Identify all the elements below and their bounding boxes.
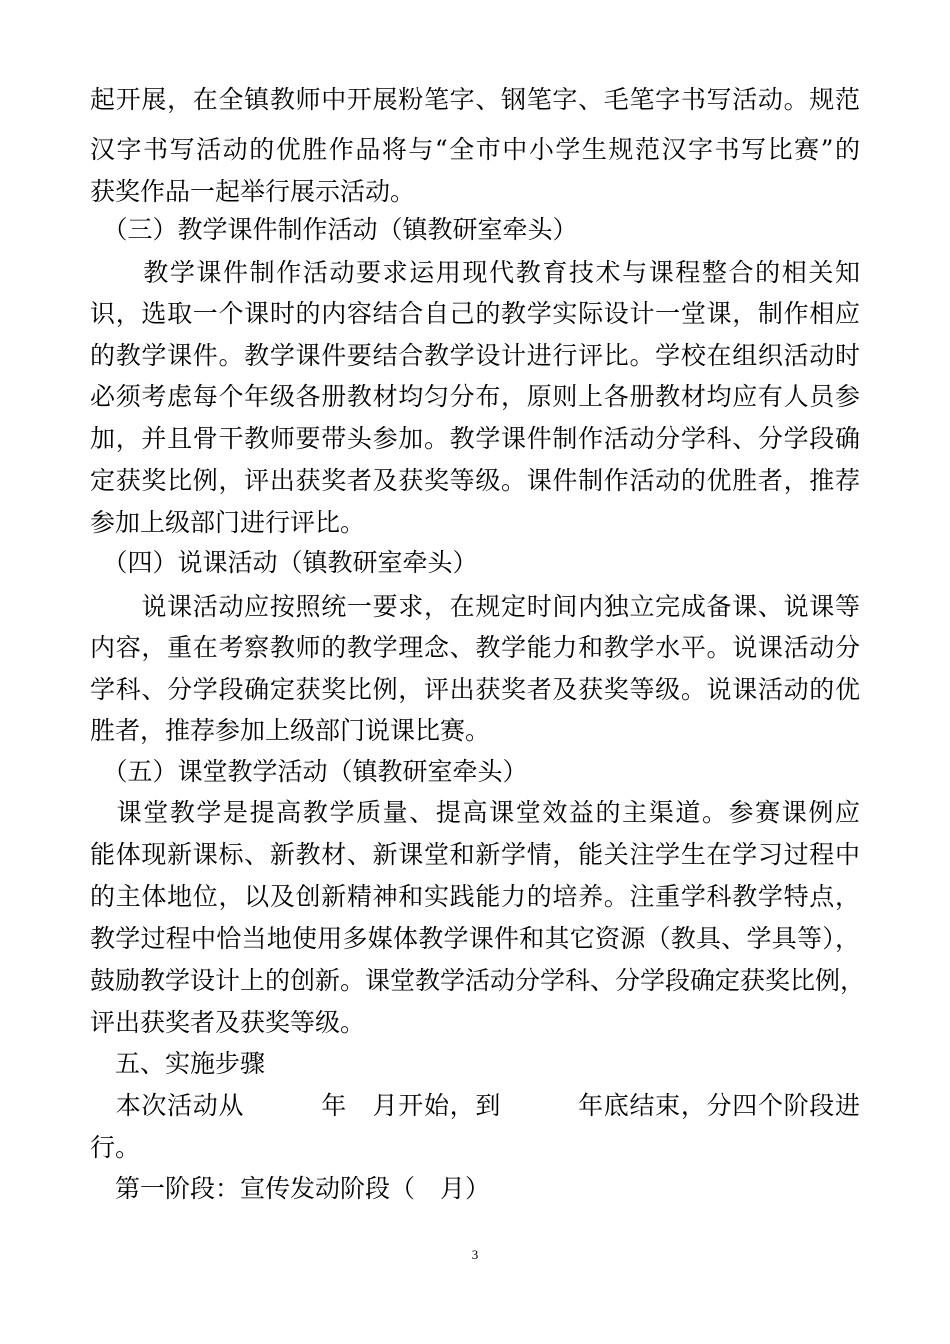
text-line-21: 教学过程中恰当地使用多媒体教学课件和其它资源（教具、学具等），	[90, 924, 860, 953]
text-line-3: 获奖作品一起举行展示活动。	[90, 177, 416, 206]
text-line-9: 加，并且骨干教师要带头参加。教学课件制作活动分学科、分学段确	[90, 424, 860, 453]
text-line-6: 识，选取一个课时的内容结合自己的教学实际设计一堂课，制作相应	[90, 299, 860, 328]
text-line-1: 起开展，在全镇教师中开展粉笔字、钢笔字、毛笔字书写活动。规范	[90, 85, 860, 114]
text-line-14: 内容，重在考察教师的教学理念、教学能力和教学水平。说课活动分	[90, 633, 860, 662]
text-line-13: 说课活动应按照统一要求，在规定时间内独立完成备课、说课等	[90, 592, 860, 621]
text-line-26: 行。	[90, 1133, 141, 1162]
text-line-18: 课堂教学是提高教学质量、提高课堂效益的主渠道。参赛课例应	[90, 798, 860, 827]
text-line-20: 的主体地位，以及创新精神和实践能力的培养。注重学科教学特点，	[90, 882, 860, 911]
text-line-5: 教学课件制作活动要求运用现代教育技术与课程整合的相关知	[90, 258, 860, 287]
section-heading-5: （五）课堂教学活动（镇教研室牵头）	[90, 757, 528, 786]
text-line-8: 必须考虑每个年级各册教材均匀分布，原则上各册教材均应有人员参	[90, 382, 860, 411]
text-line-2: 汉字书写活动的优胜作品将与“全市中小学生规范汉字书写比赛”的	[90, 135, 860, 164]
text-line-10: 定获奖比例，评出获奖者及获奖等级。课件制作活动的优胜者，推荐	[90, 466, 860, 495]
text-line-19: 能体现新课标、新教材、新课堂和新学情，能关注学生在学习过程中	[90, 840, 860, 869]
text-line-7: 的教学课件。教学课件要结合教学设计进行评比。学校在组织活动时	[90, 341, 860, 370]
text-line-15: 学科、分学段确定获奖比例，评出获奖者及获奖等级。说课活动的优	[90, 675, 860, 704]
text-line-16: 胜者，推荐参加上级部门说课比赛。	[90, 716, 491, 745]
section-heading-4: （四）说课活动（镇教研室牵头）	[90, 548, 478, 577]
page-number: 3	[471, 1247, 479, 1262]
text-line-25: 本次活动从 年 月开始，到 年底结束，分四个阶段进	[90, 1091, 860, 1120]
section-heading-steps: 五、实施步骤	[90, 1049, 266, 1078]
text-line-23: 评出获奖者及获奖等级。	[90, 1008, 366, 1037]
section-heading-3: （三）教学课件制作活动（镇教研室牵头）	[90, 215, 578, 244]
text-line-22: 鼓励教学设计上的创新。课堂教学活动分学科、分学段确定获奖比例，	[90, 966, 866, 995]
text-line-11: 参加上级部门进行评比。	[90, 508, 366, 537]
text-line-27: 第一阶段：宣传发动阶段（ 月）	[90, 1174, 491, 1203]
